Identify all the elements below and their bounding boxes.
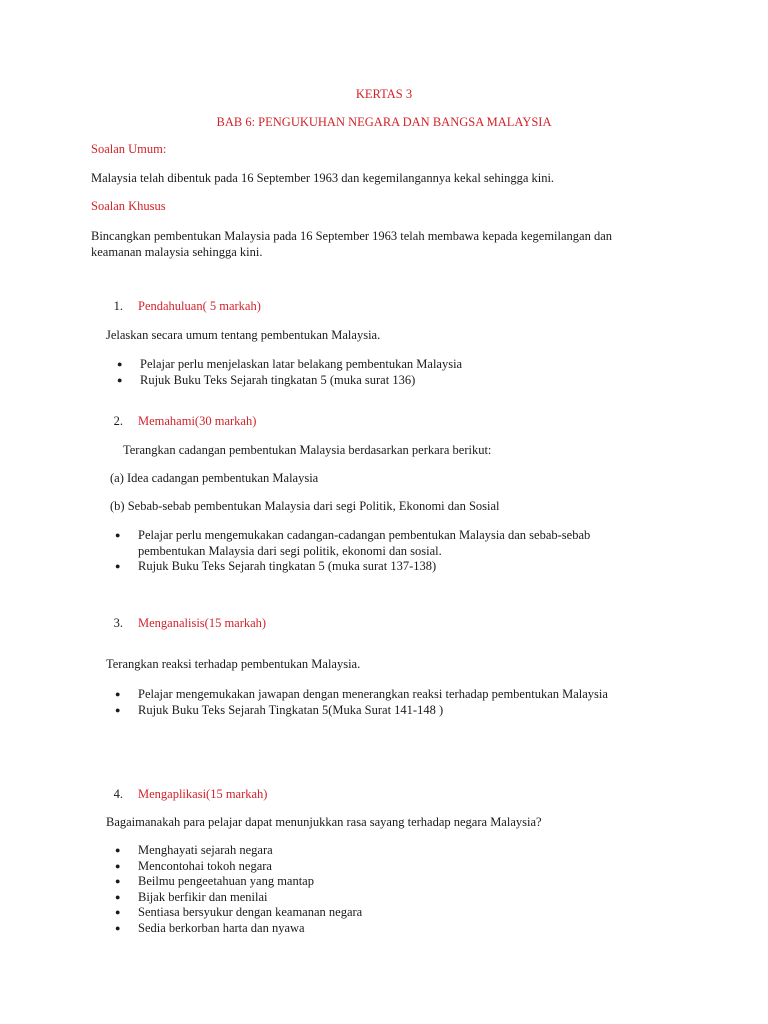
section-heading: Pendahuluan( 5 markah)	[138, 299, 261, 313]
section-instruction: Terangkan reaksi terhadap pembentukan Malaysia.	[106, 657, 361, 671]
bullet-list	[110, 528, 620, 575]
bullet-icon: ●	[115, 891, 121, 902]
list-item: ● Rujuk Buku Teks Sejarah tingkatan 5 (muka surat 137-138)	[115, 559, 437, 573]
section-number: 3.	[113, 616, 123, 630]
bullet-icon: ●	[115, 907, 121, 917]
section-heading: Memahami(30 markah)	[138, 414, 257, 428]
bullet-icon: ●	[115, 704, 121, 715]
bullet-icon: ●	[117, 359, 123, 369]
bullet-icon: ●	[115, 860, 121, 871]
soalan-umum-text: Malaysia telah dibentuk pada 16 September 1963 dan kegemilangannya kekal sehingga kini.	[91, 171, 555, 185]
sub-item-a: (a) Idea cadangan pembentukan Malaysia	[110, 471, 319, 485]
list-item: ● Rujuk Buku Teks Sejarah tingkatan 5 (muka surat 136)	[117, 372, 416, 387]
bullet-list	[110, 687, 710, 718]
list-item: ● Beilmu pengeetahuan yang mantap	[115, 874, 314, 888]
list-item: ● Bijak berfikir dan menilai	[115, 889, 268, 904]
bullet-icon: ●	[115, 845, 121, 855]
list-item: ● Pelajar perlu menjelaskan latar belakang pembentukan Malaysia	[117, 357, 463, 371]
list-item: ● Sentiasa bersyukur dengan keamanan negara	[115, 905, 363, 919]
bullet-icon: ●	[115, 922, 121, 933]
document-title: KERTAS 3	[355, 87, 413, 101]
list-item: ● Pelajar perlu mengemukakan cadangan-cadangan pembentukan Malaysia dan sebab-sebab pembentukan Malaysia dari segi politik, ekonomi dan sosial.	[115, 528, 591, 558]
section-number: 2.	[113, 414, 123, 428]
list-item: ● Mencontohai tokoh negara	[115, 858, 272, 873]
list-item: ● Rujuk Buku Teks Sejarah Tingkatan 5(Muka Surat 141-148 )	[115, 702, 444, 717]
bullet-icon: ●	[115, 561, 121, 571]
list-item: ● Pelajar mengemukakan jawapan dengan menerangkan reaksi terhadap pembentukan Malaysia	[115, 687, 608, 701]
section-number: 4.	[113, 787, 123, 801]
section-instruction: Terangkan cadangan pembentukan Malaysia berdasarkan perkara berikut:	[123, 443, 492, 457]
bullet-list	[112, 357, 672, 388]
bullet-icon: ●	[115, 689, 121, 699]
list-item: ● Sedia berkorban harta dan nyawa	[115, 920, 305, 935]
section-number: 1.	[113, 299, 123, 313]
soalan-khusus-label: Soalan Khusus	[91, 199, 166, 213]
section-instruction: Bagaimanakah para pelajar dapat menunjukkan rasa sayang terhadap negara Malaysia?	[106, 815, 542, 829]
sub-item-b: (b) Sebab-sebab pembentukan Malaysia dari segi Politik, Ekonomi dan Sosial	[110, 499, 500, 513]
section-heading: Menganalisis(15 markah)	[138, 616, 267, 630]
document-subtitle: BAB 6: PENGUKUHAN NEGARA DAN BANGSA MALAYSIA	[216, 115, 552, 129]
bullet-icon: ●	[117, 374, 123, 385]
section-heading: Mengaplikasi(15 markah)	[138, 787, 268, 801]
bullet-icon: ●	[115, 876, 121, 886]
section-instruction: Jelaskan secara umum tentang pembentukan Malaysia.	[106, 328, 381, 342]
bullet-icon: ●	[115, 530, 121, 540]
list-item: ● Menghayati sejarah negara	[115, 843, 273, 857]
bullet-list	[110, 843, 670, 936]
soalan-umum-label: Soalan Umum:	[91, 142, 167, 156]
soalan-khusus-text: Bincangkan pembentukan Malaysia pada 16 September 1963 telah membawa kepada kegemilangan dan keamanan malaysia sehingga kini.	[91, 229, 613, 259]
